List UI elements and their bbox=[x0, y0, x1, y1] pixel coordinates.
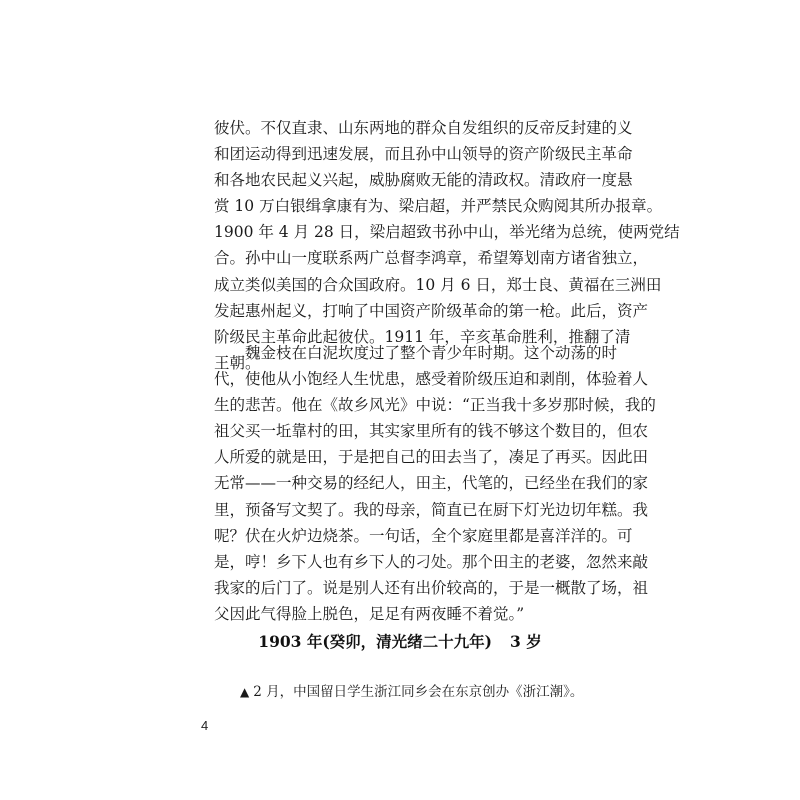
paragraph-1 bbox=[214, 115, 680, 376]
text-line: 赏 10 万白银缉拿康有为、梁启超，并严禁民众购阅其所办报章。 bbox=[214, 197, 663, 216]
entry-text: 2 月，中国留日学生浙江同乡会在东京创办《浙江潮》。 bbox=[253, 684, 584, 700]
text-line: 父因此气得脸上脱色，足足有两夜睡不着觉。” bbox=[214, 604, 525, 623]
text-line: 合。孙中山一度联系两广总督李鸿章，希望筹划南方诸省独立， bbox=[214, 249, 649, 268]
text-line: 和各地农民起义兴起，威胁腐败无能的清政权。清政府一度悬 bbox=[214, 171, 633, 190]
text-line: 魏金枝在白泥坎度过了整个青少年时期。这个动荡的时 bbox=[245, 344, 618, 362]
text-line: 代，使他从小饱经人生忧患，感受着阶级压迫和剥削，体验着人 bbox=[214, 370, 649, 389]
text-line: 和团运动得到迅速发展，而且孙中山领导的资产阶级民主革命 bbox=[214, 145, 633, 164]
text-line: 发起惠州起义，打响了中国资产阶级革命的第一枪。此后，资产 bbox=[214, 301, 649, 320]
text-line: 王朝。 bbox=[214, 353, 261, 372]
year-section-heading bbox=[200, 630, 600, 652]
text-line: 人所爱的就是田，于是把自己的田去当了，凑足了再买。因此田 bbox=[214, 448, 649, 467]
text-line: 我家的后门了。说是别人还有出价较高的，于是一概散了场，祖 bbox=[214, 578, 649, 597]
text-line: 阶级民主革命此起彼伏。1911 年，辛亥革命胜利，推翻了清 bbox=[214, 327, 631, 346]
chronology-entry bbox=[240, 680, 583, 700]
text-line: 无常——一种交易的经纪人，田主，代笔的，已经坐在我们的家 bbox=[214, 474, 649, 493]
age-label: 3 岁 bbox=[510, 632, 542, 651]
text-line: 1900 年 4 月 28 日，梁启超致书孙中山，举光绪为总统，使两党结 bbox=[214, 223, 680, 242]
text-line: 成立类似美国的合众国政府。10 月 6 日，郑士良、黄福在三洲田 bbox=[214, 275, 662, 294]
text-line: 彼伏。不仅直隶、山东两地的群众自发组织的反帝反封建的义 bbox=[214, 119, 633, 137]
year-heading-title: 1903 年(癸卯，清光绪二十九年) bbox=[258, 632, 493, 651]
text-line: 呢？伏在火炉边烧茶。一句话，全个家庭里都是喜洋洋的。可 bbox=[214, 526, 633, 545]
page-number: 4 bbox=[201, 718, 209, 733]
triangle-marker-icon: ▲ bbox=[240, 685, 250, 699]
text-line: 生的悲苦。他在《故乡风光》中说：“正当我十多岁那时候，我的 bbox=[214, 396, 656, 415]
paragraph-2 bbox=[214, 340, 656, 627]
text-line: 是，哼！乡下人也有乡下人的刁处。那个田主的老婆，忽然来敲 bbox=[214, 552, 649, 571]
text-line: 祖父买一坵靠村的田，其实家里所有的钱不够这个数目的，但农 bbox=[214, 422, 649, 441]
text-line: 里，预备写文契了。我的母亲，简直已在厨下灯光边切年糕。我 bbox=[214, 500, 649, 519]
